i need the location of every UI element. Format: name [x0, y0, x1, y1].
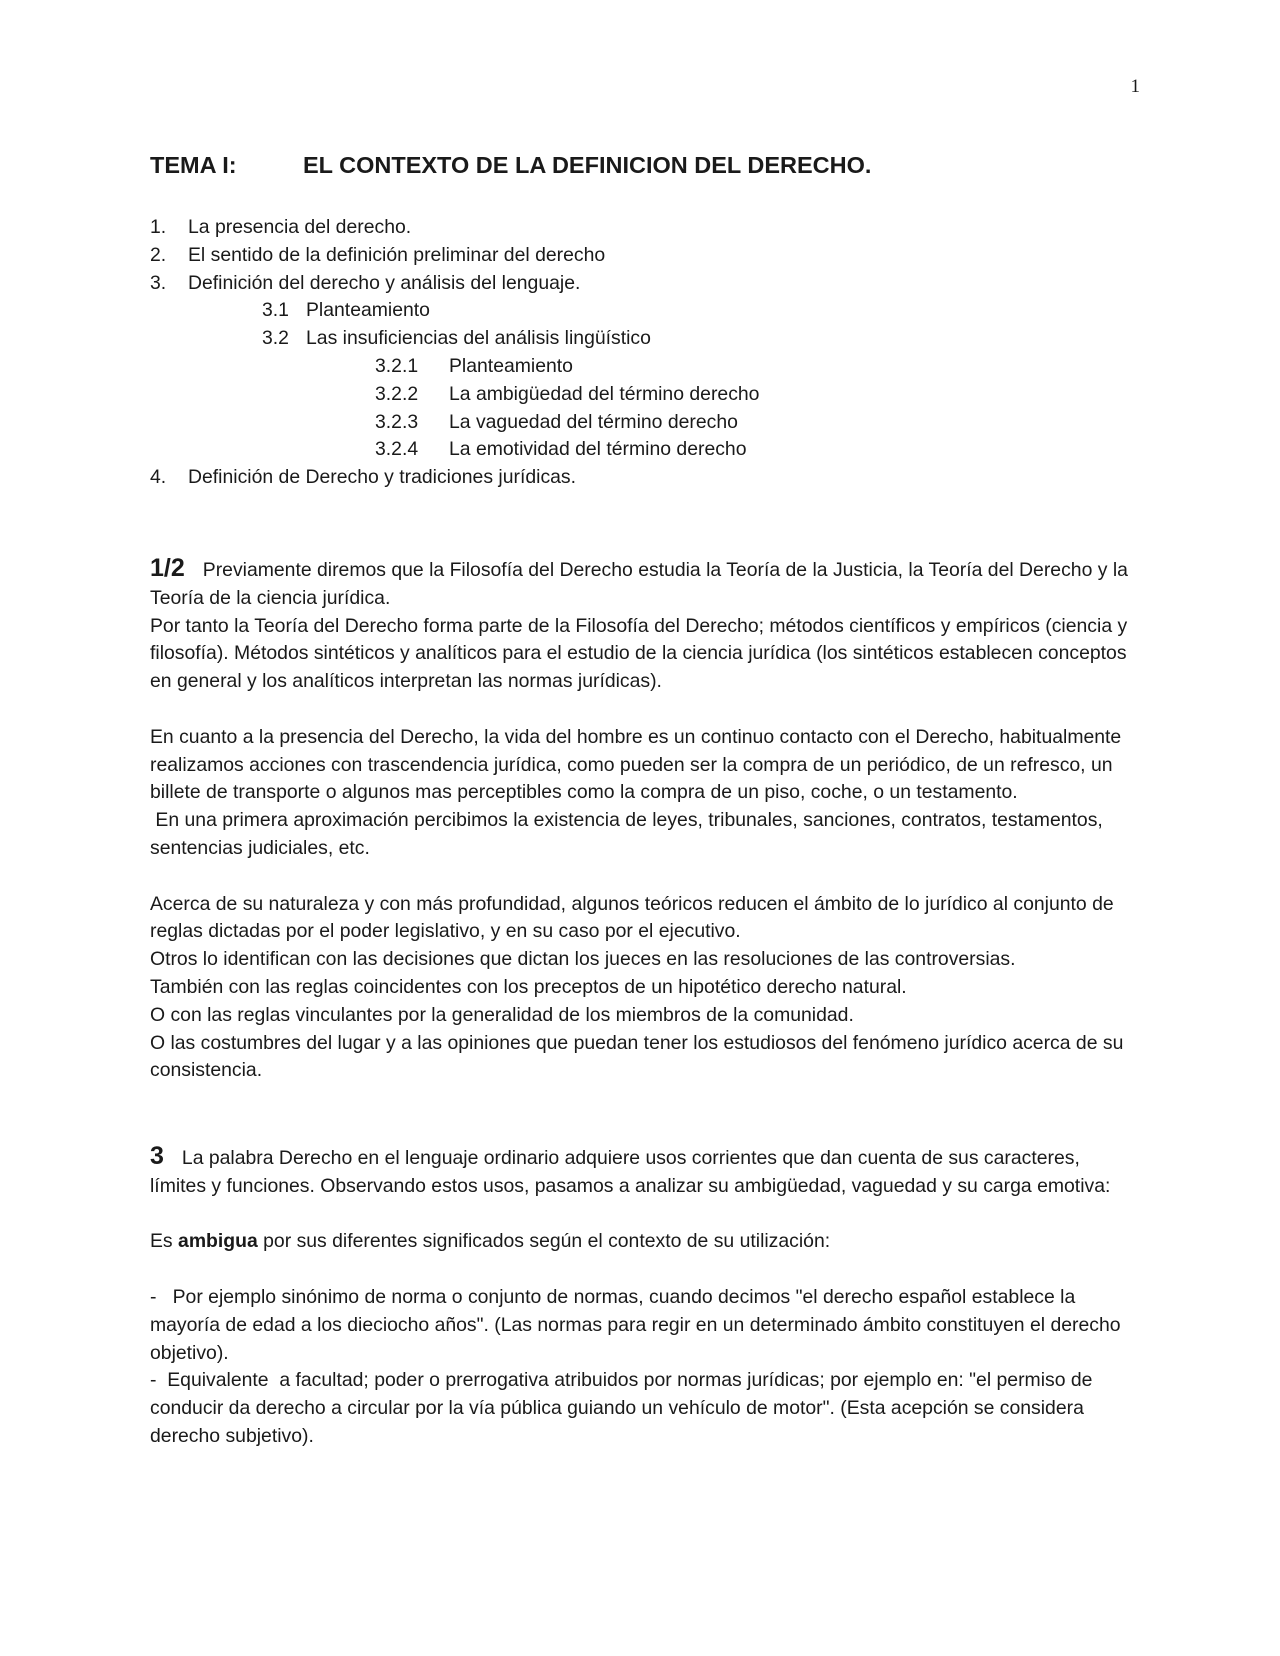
paragraph: En cuanto a la presencia del Derecho, la vida del hombre es un continuo contacto con el Derecho, habitualmente realizamos acciones con trascendencia jurídica, como pueden ser la compra de un periódico, de un refresco, un billete de transporte o algunos mas perceptibles como la compra de un piso, coche, o un testamento.	[150, 725, 1122, 804]
paragraph: También con las reglas coincidentes con los preceptos de un hipotético derecho natural.	[150, 975, 907, 998]
page-title	[150, 152, 1150, 179]
paragraph: 3 La palabra Derecho en el lenguaje ordinario adquiere usos corrientes que dan cuenta de sus caracteres, límites y funciones. Observando estos usos, pasamos a analizar su ambigüedad, vaguedad y su carga emotiva:	[150, 1142, 1111, 1197]
paragraph: 1/2 Previamente diremos que la Filosofía del Derecho estudia la Teoría de la Justicia, la Teoría del Derecho y la Teoría de la ciencia jurídica.	[150, 554, 1128, 609]
table-of-contents	[150, 214, 1135, 492]
paragraph: Es ambigua por sus diferentes significados según el contexto de su utilización:	[150, 1230, 831, 1253]
toc-item: 1. La presencia del derecho.	[150, 216, 412, 238]
section-number: 1/2	[150, 554, 185, 582]
paragraph: O las costumbres del lugar y a las opiniones que puedan tener los estudiosos del fenómeno jurídico acerca de su consistencia.	[150, 1031, 1124, 1082]
paragraph: Por tanto la Teoría del Derecho forma parte de la Filosofía del Derecho; métodos científicos y empíricos (ciencia y filosofía). Métodos sintéticos y analíticos para el estudio de la ciencia jurídica (los sintéticos establecen conceptos en general y los analíticos interpretan las normas jurídicas).	[150, 614, 1128, 693]
emphasis: ambigua	[178, 1230, 258, 1253]
paragraph: Otros lo identifican con las decisiones que dictan los jueces en las resoluciones de las controversias.	[150, 948, 1016, 971]
toc-item: 3. Definición del derecho y análisis del lenguaje.	[150, 271, 581, 294]
toc-subitem: 3.1 Planteamiento	[262, 299, 430, 322]
paragraph: En una primera aproximación percibimos la existencia de leyes, tribunales, sanciones, contratos, testamentos, sentencias judiciales, etc.	[150, 809, 1109, 859]
title-text: EL CONTEXTO DE LA DEFINICION DEL DERECHO.	[303, 152, 872, 178]
section-1-2	[150, 555, 1135, 1085]
toc-subsubitem: 3.2.4 La emotividad del término derecho	[375, 438, 747, 461]
toc-subsubitem: 3.2.1 Planteamiento	[375, 354, 573, 377]
paragraph: O con las reglas vinculantes por la generalidad de los miembros de la comunidad.	[150, 1003, 854, 1026]
page-number: 1	[1130, 76, 1140, 97]
section-3	[150, 1143, 1135, 1451]
toc-item: 2. El sentido de la definición preliminar del derecho	[150, 243, 606, 266]
paragraph: Acerca de su naturaleza y con más profundidad, algunos teóricos reducen el ámbito de lo jurídico al conjunto de reglas dictadas por el poder legislativo, y en su caso por el ejecutivo.	[150, 892, 1114, 943]
toc-subsubitem: 3.2.3 La vaguedad del término derecho	[375, 410, 738, 433]
list-item: - Equivalente a facultad; poder o prerrogativa atribuidos por normas jurídicas; por ejemplo en: "el permiso de conducir da derecho a circular por la vía pública guiando un vehículo de motor". (Esta acepción se considera derecho subjetivo).	[150, 1369, 1098, 1447]
list-item: - Por ejemplo sinónimo de norma o conjunto de normas, cuando decimos "el derecho español establece la mayoría de edad a los dieciocho años". (Las normas para regir en un determinado ámbito constituyen el derecho objetivo).	[150, 1285, 1126, 1364]
toc-subitem: 3.2 Las insuficiencias del análisis lingüístico	[262, 327, 651, 350]
title-label: TEMA I:	[150, 152, 237, 178]
section-number: 3	[150, 1142, 164, 1170]
toc-subsubitem: 3.2.2 La ambigüedad del término derecho	[375, 382, 760, 405]
toc-item: 4. Definición de Derecho y tradiciones jurídicas.	[150, 466, 577, 489]
